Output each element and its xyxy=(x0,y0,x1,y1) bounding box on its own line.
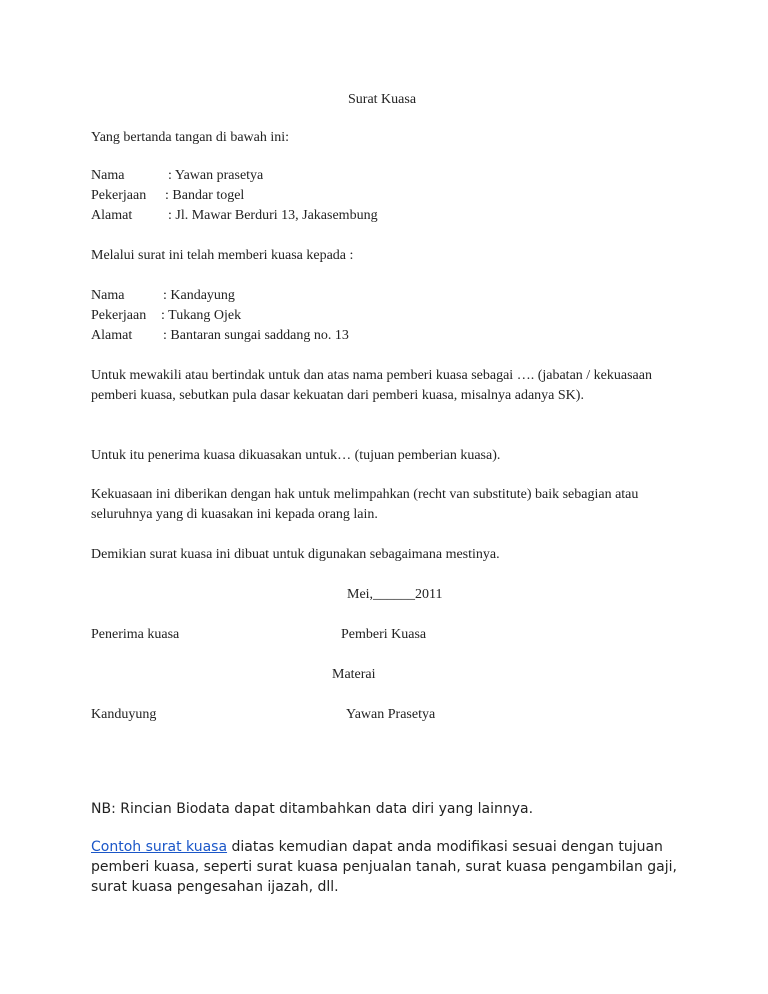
grantee-nama-value: : Kandayung xyxy=(163,288,235,303)
stamp-label: Materai xyxy=(332,667,376,682)
grantor-nama-value: : Yawan prasetya xyxy=(168,168,264,183)
giver-label: Pemberi Kuasa xyxy=(341,627,427,642)
date-line: Mei,______2011 xyxy=(347,587,443,602)
grantor-pekerjaan-label: Pekerjaan xyxy=(91,188,147,203)
paragraph-mandate: Untuk mewakili atau bertindak untuk dan atas nama pemberi kuasa sebagai …. (jabatan / kekuasaan pemberi kuasa, sebutkan pula dasar kekuatan dari pemberi kuasa, misalnya adanya SK). xyxy=(91,368,652,403)
transition-line: Melalui surat ini telah memberi kuasa kepada : xyxy=(91,248,354,263)
grantor-nama-label: Nama xyxy=(91,168,125,183)
grantor-alamat-label: Alamat xyxy=(91,208,133,223)
paragraph-closing: Demikian surat kuasa ini dibuat untuk digunakan sebagaimana mestinya. xyxy=(91,547,500,562)
contoh-surat-kuasa-link[interactable]: Contoh surat kuasa xyxy=(91,839,228,855)
grantee-pekerjaan-label: Pekerjaan xyxy=(91,308,147,323)
receiver-label: Penerima kuasa xyxy=(91,627,180,642)
giver-name: Yawan Prasetya xyxy=(346,707,436,722)
footer-paragraph xyxy=(91,837,681,897)
paragraph-substitution: Kekuasaan ini diberikan dengan hak untuk melimpahkan (recht van substitute) baik sebagian atau seluruhnya yang di kuasakan ini kepada orang lain. xyxy=(91,487,639,522)
grantee-alamat-value: : Bantaran sungai saddang no. 13 xyxy=(163,328,349,343)
grantee-nama-label: Nama xyxy=(91,288,125,303)
paragraph-purpose: Untuk itu penerima kuasa dikuasakan untuk… (tujuan pemberian kuasa). xyxy=(91,448,501,463)
receiver-name: Kanduyung xyxy=(91,707,157,722)
grantor-pekerjaan-value: : Bandar togel xyxy=(165,188,245,203)
grantee-pekerjaan-value: : Tukang Ojek xyxy=(161,308,242,323)
footer-text: diatas kemudian dapat anda modifikasi sesuai dengan tujuan pemberi kuasa, seperti surat kuasa penjualan tanah, surat kuasa pengambilan gaji, surat kuasa pengesahan ijazah, dll. xyxy=(91,839,677,895)
opening-line: Yang bertanda tangan di bawah ini: xyxy=(91,130,290,145)
document-title: Surat Kuasa xyxy=(348,92,417,107)
note-line: NB: Rincian Biodata dapat ditambahkan data diri yang lainnya. xyxy=(91,801,534,817)
grantor-alamat-value: : Jl. Mawar Berduri 13, Jakasembung xyxy=(168,208,378,223)
grantee-alamat-label: Alamat xyxy=(91,328,133,343)
